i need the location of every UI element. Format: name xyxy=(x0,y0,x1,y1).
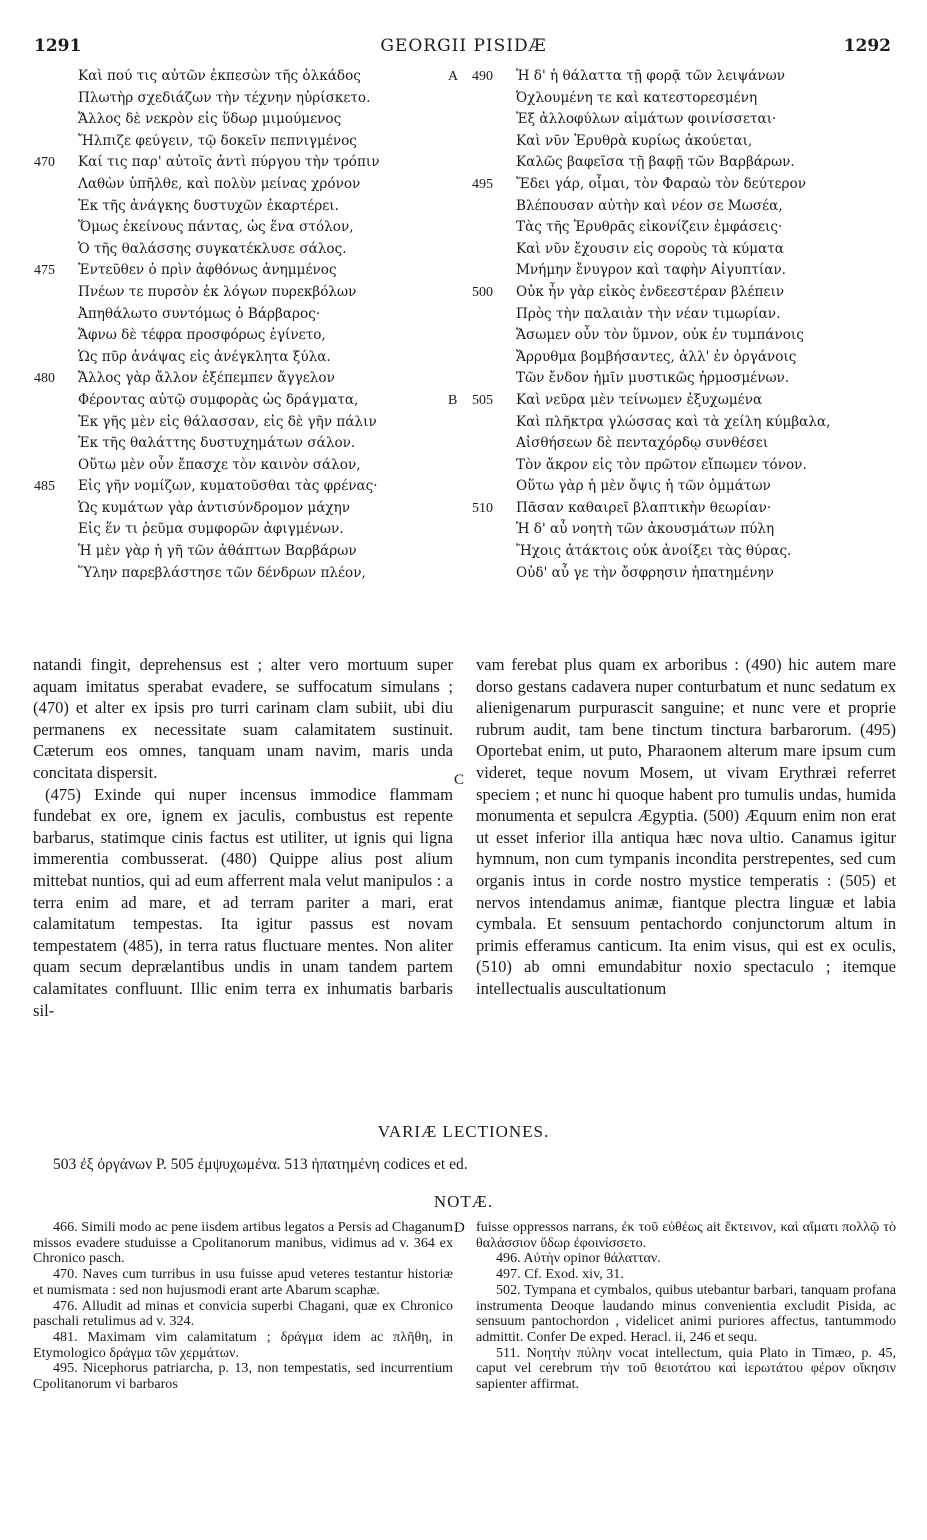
note-text: fuisse oppressos narrans, ἐκ τοῦ εὐθέως ait ἔκτεινον, καὶ αἵματι πολλῷ τὸ θαλάσσιον ὕδωρ ἐφοινίσσετο. xyxy=(476,1219,896,1251)
verse-line xyxy=(78,519,458,541)
verse-line xyxy=(516,455,896,477)
verse-text: Αἰσθήσεων δὲ πενταχόρδῳ συνθέσει xyxy=(516,435,769,452)
column-number-right: 1292 xyxy=(843,36,891,56)
verse-text: Πνέων τε πυρσὸν ἐκ λόγων πυρεκβόλων xyxy=(78,283,357,300)
verse-line xyxy=(78,282,458,304)
verse-text: Ὅμως ἐκείνους πάντας, ὡς ἕνα στόλον, xyxy=(78,219,354,236)
variae-lectiones-text: 503 ἐξ ὀργάνων P. 505 ἐμψυχωμένα. 513 ἠπατημένη codices et ed. xyxy=(53,1156,468,1173)
verse-line xyxy=(78,390,458,412)
note-paragraph xyxy=(33,1299,453,1330)
verse-number: 485 xyxy=(34,479,55,495)
latin-translation-left-column xyxy=(33,654,453,1021)
verse-text: Βλέπουσαν αὐτὴν καὶ νέον σε Μωσέα, xyxy=(516,197,783,214)
verse-line xyxy=(516,260,896,282)
verse-line xyxy=(78,88,458,110)
verse-line xyxy=(516,239,896,261)
verse-text: Ἤλπιζε φεύγειν, τῷ δοκεῖν πεπνιγμένος xyxy=(78,132,357,149)
verse-text: Φέροντας αὐτῷ συμφορὰς ὡς δράγματα, xyxy=(78,391,359,408)
note-paragraph xyxy=(476,1220,896,1251)
note-text: 497. Cf. Exod. xiv, 31. xyxy=(496,1266,624,1283)
verse-text: Καὶ νεῦρα μὲν τείνωμεν ἐξυχωμένα xyxy=(516,391,763,408)
notes-right-column xyxy=(476,1220,896,1393)
verse-line xyxy=(78,433,458,455)
verse-line xyxy=(516,217,896,239)
verse-number: 500 xyxy=(472,284,493,300)
verse-text: Καλῶς βαφεῖσα τῇ βαφῇ τῶν Βαρβάρων. xyxy=(516,154,795,171)
note-text: 511. Νοητὴν πύλην vocat intellectum, quia Plato in Timæo, p. 45, caput vel cerebrum τὴν τοῦ θειοτάτου καὶ ἱερωτάτου φέρον οἴκησιν sapienter affirmat. xyxy=(476,1344,896,1393)
verse-text: Καὶ νῦν Ἐρυθρὰ κυρίως ἀκούεται, xyxy=(516,132,753,149)
verse-text: Μνήμην ἔνυγρον καὶ ταφὴν Αἰγυπτίαν. xyxy=(516,262,786,279)
verse-line xyxy=(516,325,896,347)
verse-line xyxy=(78,196,458,218)
notae-title: NOTÆ. xyxy=(433,1192,494,1211)
verse-text: Ἄλλος δὲ νεκρὸν εἰς ὕδωρ μιμούμενος xyxy=(78,111,342,128)
note-text: 466. Simili modo ac pene iisdem artibus legatos a Persis ad Chaganum missos evadere studuisse a Cpolitanorum manibus, vidimus ad v. 364 ex Chronico pasch. xyxy=(33,1219,453,1267)
verse-line xyxy=(516,563,896,585)
column-number-left: 1291 xyxy=(34,36,82,56)
verse-text: Καὶ πλῆκτρα γλώσσας καὶ τὰ χείλη κύμβαλα, xyxy=(516,413,831,430)
section-mark-d: D xyxy=(454,1220,465,1236)
verse-text: Ὡς κυμάτων γὰρ ἀντισύνδρομον μάχην xyxy=(78,499,351,516)
verse-text: Ἡ δ' αὖ νοητὴ τῶν ἀκουσμάτων πύλη xyxy=(516,521,775,538)
verse-text: Ἡ δ' ἡ θάλαττα τῇ φορᾷ τῶν λειψάνων xyxy=(516,68,786,84)
verse-number: 505 xyxy=(472,392,493,408)
verse-number: 510 xyxy=(472,500,493,516)
verse-text: Τῶν ἔνδον ἡμῖν μυστικῶς ἡρμοσμένων. xyxy=(516,370,790,387)
verse-text: Ἐκ τῆς ἀνάγκης δυστυχῶν ἐκαρτέρει. xyxy=(78,197,339,214)
verse-text: Ὡς πῦρ ἀνάψας εἰς ἀνέγκλητα ξύλα. xyxy=(78,348,331,365)
verse-line xyxy=(78,412,458,434)
verse-text: Εἰς γῆν νομίζων, κυματοῦσθαι τὰς φρένας· xyxy=(78,478,378,495)
verse-line xyxy=(472,282,896,304)
verse-line xyxy=(516,412,896,434)
note-paragraph xyxy=(33,1330,453,1361)
section-mark-c: C xyxy=(454,772,465,788)
verse-line xyxy=(78,109,458,131)
verse-text: Ἄλλος γὰρ ἄλλον ἐξέπεμπεν ἄγγελον xyxy=(78,370,335,387)
verse-line xyxy=(472,498,896,520)
verse-text: Οὕτω μὲν οὖν ἔπασχε τὸν καινὸν σάλον, xyxy=(78,456,361,473)
note-text: 470. Naves cum turribus in usu fuisse apud veteres testantur historiæ et numismata : sed non hujusmodi erant arte Abarum scaphæ. xyxy=(33,1266,453,1298)
latin-paragraph: natandi fingit, deprehensus est ; alter vero mortuum super aquam imitatus sperabat evadere, se suffocatum simulans ; (470) et alter ex ipsis pro turri carinam clam subiit, ubi diu permanens ex necessitate suam calamitatem sustinuit. Cæterum eos omnes, tanquam unam navim, maris unda concitata dispersit. xyxy=(33,655,453,782)
verse-text: Ὁ τῆς θαλάσσης συγκατέκλυσε σάλος. xyxy=(78,240,347,257)
verse-line xyxy=(78,174,458,196)
verse-text: Οὐδ' αὖ γε τὴν ὄσφρησιν ἠπατημένην xyxy=(516,564,774,581)
notes-left-column xyxy=(33,1220,453,1393)
verse-text: Εἰς ἕν τι ῥεῦμα συμφορῶν ἀφιγμένων. xyxy=(78,521,344,538)
verse-line xyxy=(78,498,458,520)
verse-line xyxy=(516,196,896,218)
note-text: 495. Nicephorus patriarcha, p. 13, non tempestatis, sed incurrentium Cpolitanorum vi barbaros xyxy=(33,1360,453,1393)
verse-line xyxy=(78,541,458,563)
verse-line xyxy=(34,260,458,282)
verse-line xyxy=(78,239,458,261)
note-text: 481. Maximam vim calamitatum ; δράγμα idem ac πλῆθη, in Etymologico δράγμα τῶν χερμάτων. xyxy=(33,1328,453,1361)
verse-text: Τὰς τῆς Ἐρυθρᾶς εἰκονίζειν ἐμφάσεις· xyxy=(516,219,783,236)
note-text: 476. Alludit ad minas et convicia superbi Chagani, quæ ex Chronico paschali retulimus ad v. 324. xyxy=(33,1297,453,1330)
note-paragraph xyxy=(33,1267,453,1298)
verse-line xyxy=(448,66,896,88)
verse-line xyxy=(78,217,458,239)
verse-line xyxy=(78,455,458,477)
verse-number: 475 xyxy=(34,263,55,279)
verse-line xyxy=(516,433,896,455)
verse-text: Ἤχοις ἀτάκτοις οὐκ ἀνοίξει τὰς θύρας. xyxy=(516,543,792,560)
verse-text: Πᾶσαν καθαιρεῖ βλαπτικὴν θεωρίαν· xyxy=(516,499,772,516)
verse-text: Τὸν ἄκρον εἰς τὸν πρῶτον εἴπωμεν τόνον. xyxy=(516,456,807,473)
verse-text: Ἐκ γῆς μὲν εἰς θάλασσαν, εἰς δὲ γῆν πάλιν xyxy=(78,413,377,430)
verse-line xyxy=(78,325,458,347)
page-header xyxy=(0,36,927,60)
verse-text: Καὶ νῦν ἔχουσιν εἰς σοροὺς τὰ κύματα xyxy=(516,240,784,257)
verse-line xyxy=(78,304,458,326)
latin-translation-right-column xyxy=(476,654,896,1000)
verse-line xyxy=(34,152,458,174)
verse-text: Ἐξ ἀλλοφύλων αἱμάτων φοινίσσεται· xyxy=(516,111,777,128)
note-text: 496. Αὐτὴν opinor θάλατταν. xyxy=(496,1250,661,1267)
verse-line xyxy=(516,519,896,541)
section-mark: A xyxy=(448,69,459,84)
verse-line xyxy=(516,152,896,174)
latin-paragraph: vam ferebat plus quam ex arboribus : (490) hic autem mare dorso gestans cadavera nuper conturbatum et nunc sedatum ex alienigenarum purpurascit sanguine; et nunc vere et proprie rubrum audit, tam bene tinctum tinctura barbarorum. (495) Oportebat enim, ut puto, Pharaonem alterum mare ipsum cum videret, teque novum Mosem, ut vivam Erythræi referret speciem ; et nunc hi quoque habent pro tumulis undas, humida monumenta et sepulcra Ægyptia. (500) Æquum enim non erat ut esset inferior illa antiqua hæc nova ultio. Canamus igitur hymnum, non cum tympanis incondita perstrepentes, sed cum organis intus in corde nostro mystice temperatis : (505) et nervos intendamus animæ, fiantque plectra linguæ et labia cymbala. Et sensuum pentachordo conjunctorum altum in primis efferamus canticum. Ita enim visus, qui est ex oculis, (510) ab omni emundabitur noxio spectaculo ; itemque intellectualis auscultationum xyxy=(476,655,896,998)
verse-text: Ὀχλουμένη τε καὶ κατεστορεσμένη xyxy=(516,89,758,106)
verse-text: Ἄσωμεν οὖν τὸν ὕμνον, οὐκ ἐν τυμπάνοις xyxy=(516,327,804,344)
verse-text: Ἀπηθάλωτο συντόμως ὁ Βάρβαρος· xyxy=(78,305,321,322)
verse-line xyxy=(34,368,458,390)
verse-line xyxy=(34,476,458,498)
verse-text: Ἔδει γάρ, οἶμαι, τὸν Φαραὼ τὸν δεύτερον xyxy=(516,175,806,192)
verse-text: Ἄφνω δὲ τέφρα προσφόρως ἐγίνετο, xyxy=(78,327,326,344)
greek-verse-left-column xyxy=(34,66,458,584)
verse-line xyxy=(448,390,896,412)
verse-text: Πρὸς τὴν παλαιὰν τὴν νέαν τιμωρίαν. xyxy=(516,305,781,322)
verse-line xyxy=(516,109,896,131)
note-paragraph xyxy=(33,1220,453,1267)
verse-line xyxy=(78,131,458,153)
verse-text: Οὐκ ἦν γὰρ εἰκὸς ἐνδεεστέραν βλέπειν xyxy=(516,283,785,300)
verse-text: Ἄρρυθμα βομβήσαντες, ἀλλ' ἐν ὀργάνοις xyxy=(516,348,797,365)
verse-text: Καὶ πού τις αὐτῶν ἐκπεσὼν τῆς ὁλκάδος xyxy=(78,68,361,84)
verse-text: Πλωτὴρ σχεδιάζων τὴν τέχνην ηὑρίσκετο. xyxy=(78,89,371,106)
section-mark: B xyxy=(448,392,458,408)
verse-text: Λαθὼν ὑπῆλθε, καὶ πολὺν μείνας χρόνον xyxy=(78,175,361,192)
verse-line xyxy=(78,347,458,369)
verse-number: 470 xyxy=(34,155,55,171)
latin-paragraph: (475) Exinde qui nuper incensus immodice flammam fundebat ex ore, ignem ex jaculis, combustus est repente barbarus, statimque cinis factus est utiliter, ut ignis qui ligna immerentia combusserat. (480) Quippe alius post alium mittebat nuntios, qui ad eum afferrent mala velut manipulos : a terra enim ad mare, et ad terram pariter a mari, erat calamitatum tempestas. Ita igitur passus est novam tempestatem (485), in terra ratus fluctuare mentes. Non aliter quam secum deprælantibus undis in unam tandem partem calamitates confluunt. Illic enim terra ex inhumatis barbaris sil- xyxy=(33,784,453,1020)
verse-text: Ὕλην παρεβλάστησε τῶν δένδρων πλέον, xyxy=(78,564,366,581)
verse-number: 480 xyxy=(34,371,55,387)
verse-text: Οὕτω γὰρ ἡ μὲν ὄψις ἡ τῶν ὀμμάτων xyxy=(516,478,771,495)
verse-line xyxy=(516,347,896,369)
note-paragraph xyxy=(476,1251,896,1267)
verse-line xyxy=(516,131,896,153)
verse-line xyxy=(516,476,896,498)
verse-line xyxy=(78,66,458,88)
verse-number: 490 xyxy=(472,69,493,84)
variae-lectiones-title: VARIÆ LECTIONES. xyxy=(377,1122,550,1141)
greek-verse-right-column xyxy=(448,66,896,584)
running-title: GEORGII PISIDÆ xyxy=(380,36,547,56)
note-paragraph xyxy=(476,1346,896,1393)
verse-text: Ἐντεῦθεν ὁ πρὶν ἀφθόνως ἀνημμένος xyxy=(78,262,337,279)
verse-line xyxy=(516,88,896,110)
verse-text: Ἐκ τῆς θαλάττης δυστυχημάτων σάλον. xyxy=(78,435,356,452)
note-paragraph xyxy=(476,1267,896,1283)
note-paragraph xyxy=(33,1361,453,1392)
verse-line xyxy=(472,174,896,196)
note-paragraph xyxy=(476,1283,896,1346)
verse-line xyxy=(516,304,896,326)
verse-line xyxy=(516,541,896,563)
verse-number: 495 xyxy=(472,176,493,192)
note-text: 502. Tympana et cymbalos, quibus utebantur barbari, tanquam profana instrumenta Deoque laudando minus convenientia excludit Pisida, ac sensuum pantochordon , videlicet animi puriores affectus, tantummodo admittit. Confer De exped. Heracl. ii, 246 et sequ. xyxy=(476,1281,896,1345)
verse-line xyxy=(516,368,896,390)
verse-line xyxy=(78,563,458,585)
verse-text: Καί τις παρ' αὐτοῖς ἀντὶ πύργου τὴν τρόπιν xyxy=(78,154,380,171)
verse-text: Ἡ μὲν γὰρ ἡ γῆ τῶν ἀθάπτων Βαρβάρων xyxy=(78,543,357,560)
